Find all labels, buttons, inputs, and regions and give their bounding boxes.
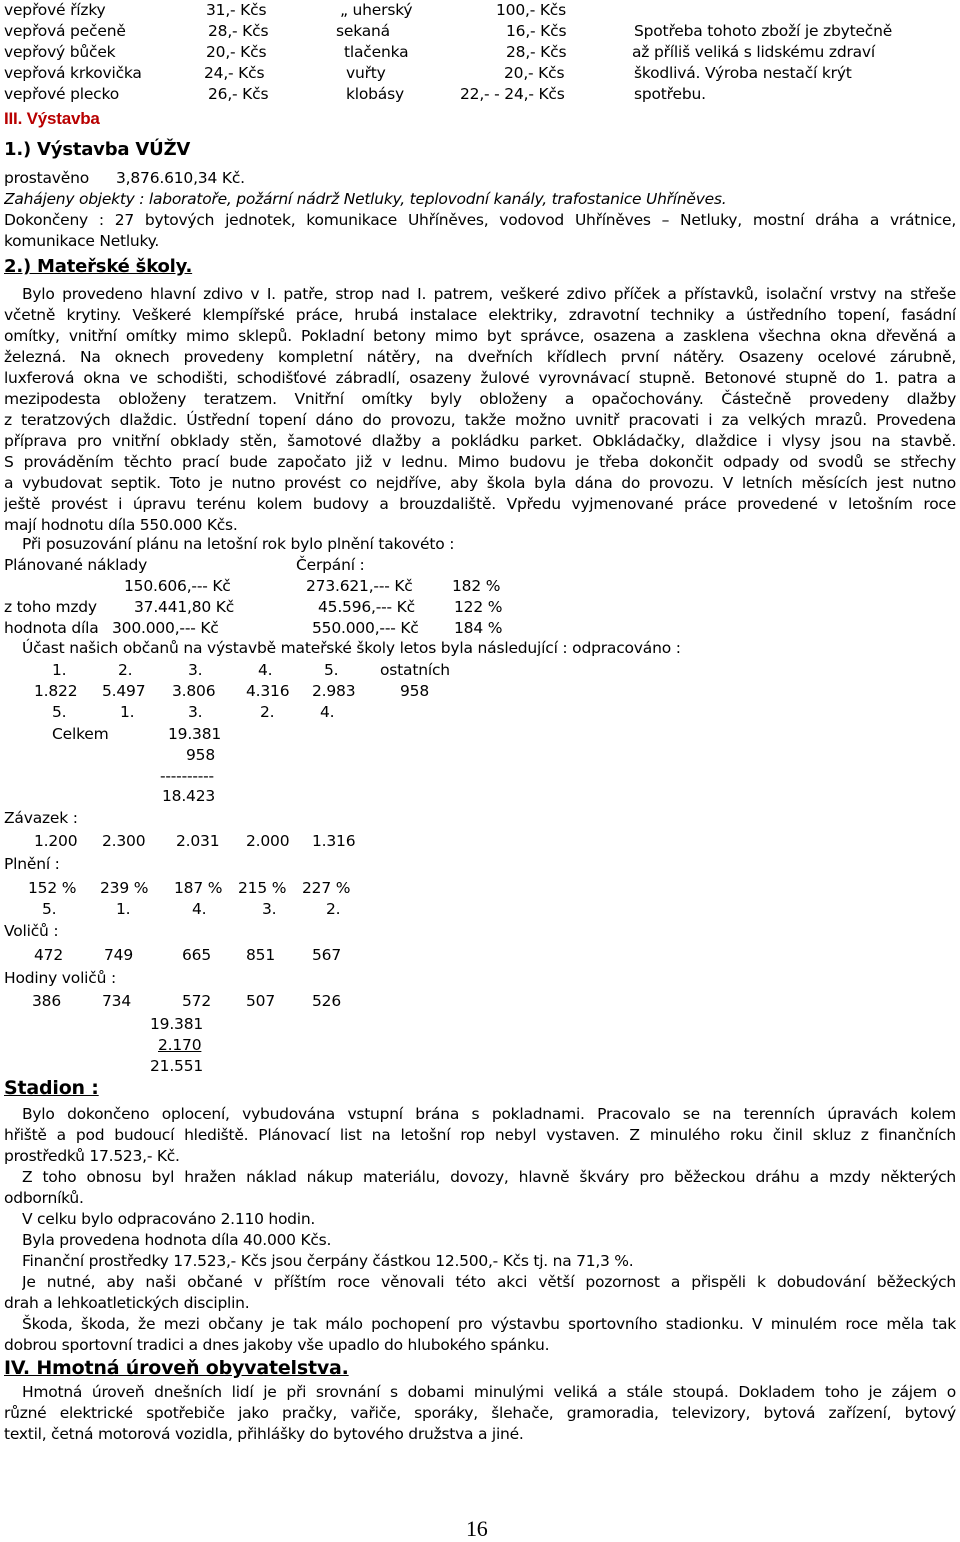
percent-value: 182 % xyxy=(452,577,501,595)
row-label: z toho mzdy xyxy=(4,598,97,616)
drawn-label: Čerpání : xyxy=(296,556,365,574)
rank-value: 5. xyxy=(52,703,67,721)
fulfil-rank: 4. xyxy=(192,900,207,918)
hours-value: 3.806 xyxy=(172,682,216,700)
side-note-line: až příliš veliká s lidskému zdraví xyxy=(632,43,876,61)
text-line: ještě provést i úpravu terénu kolem budovy a brouzdaliště. Vpředu vyjmenované práce provedené v letošním roce xyxy=(4,495,956,513)
sum-value: 19.381 xyxy=(150,1015,204,1033)
item-price: 20,- Kčs xyxy=(504,64,565,82)
text-line: Finanční prostředky 17.523,- Kčs jsou čerpány částkou 12.500,- Kčs tj. na 71,3 %. xyxy=(22,1252,634,1270)
item-name: vepřová pečeně xyxy=(4,22,126,40)
drawn-value: 273.621,--- Kč xyxy=(306,577,413,595)
total-rule: ---------- xyxy=(160,767,214,785)
fulfil-value: 152 % xyxy=(28,879,77,897)
hours-value: 5.497 xyxy=(102,682,146,700)
district-number: 4. xyxy=(258,661,273,679)
hours-value: 2.983 xyxy=(312,682,356,700)
started-objects: Zahájeny objekty : laboratoře, požární nádrž Netluky, teplovodní kanály, trafostanice Uhříněves. xyxy=(4,190,727,208)
total-label: Celkem xyxy=(52,725,109,743)
voter-hours-value: 734 xyxy=(102,992,131,1010)
planned-value: 37.441,80 Kč xyxy=(134,598,235,616)
row-label: hodnota díla xyxy=(4,619,99,637)
commitment-value: 1.316 xyxy=(312,832,356,850)
drawn-value: 550.000,--- Kč xyxy=(312,619,419,637)
percent-value: 184 % xyxy=(454,619,503,637)
price-row xyxy=(0,0,960,20)
district-number: 2. xyxy=(118,661,133,679)
item-price: 100,- Kčs xyxy=(496,1,566,19)
item-name: sekaná xyxy=(336,22,390,40)
text-line: mezipodesta obloženy teratzem. Vnitřní omítky byly obloženy a opačochovány. Částečně provedeny dlažby xyxy=(4,390,956,408)
item-price: 24,- Kčs xyxy=(204,64,265,82)
sum-value: 2.170 xyxy=(158,1036,202,1054)
text-line: Z toho obnosu byl hražen náklad nákup materiálu, dovozy, hlavně škváry pro běžeckou dráhu a mzdy některých xyxy=(22,1168,956,1186)
item-price: 28,- Kčs xyxy=(208,22,269,40)
rank-value: 2. xyxy=(260,703,275,721)
stadium-heading: Stadion : xyxy=(4,1077,99,1099)
hours-value: 1.822 xyxy=(34,682,78,700)
text-line: textil, četná motorová vozidla, přihlášky do bytového družstva a jiné. xyxy=(4,1425,524,1443)
text-line: drah a lehkoatletických disciplin. xyxy=(4,1294,250,1312)
item-name: vepřové plecko xyxy=(4,85,120,103)
fulfil-rank: 5. xyxy=(42,900,57,918)
voter-hours-value: 386 xyxy=(32,992,61,1010)
fulfil-rank: 3. xyxy=(262,900,277,918)
voters-value: 472 xyxy=(34,946,63,964)
district-number: ostatních xyxy=(380,661,450,679)
section-heading: IV. Hmotná úroveň obyvatelstva. xyxy=(4,1357,349,1379)
amount-label: prostavěno xyxy=(4,169,90,187)
text-line: příprava pro vnitřní obklady stěn, šamotové dlažby a pokládku parket. Obkládačky, dlaždice i vlysy jsou na stavbě. xyxy=(4,432,956,450)
text-line: V celku bylo odpracováno 2.110 hodin. xyxy=(22,1210,316,1228)
total-add: 958 xyxy=(186,746,215,764)
item-price: 26,- Kčs xyxy=(208,85,269,103)
participation-intro: Účast našich občanů na výstavbě mateřské školy letos byla následující : odpracováno : xyxy=(22,639,681,657)
rank-value: 4. xyxy=(320,703,335,721)
percent-value: 122 % xyxy=(454,598,503,616)
text-line: S prováděním těchto prací bude započato již v lednu. Mimo budovu je třeba dokončit odpady od svodů se střechy xyxy=(4,453,956,471)
text-line: z teratzových dlaždic. Ústřední topení dáno do provozu, takže možno uvnitř pracovati i za velkých mrazů. Provedena xyxy=(4,411,956,429)
text-line: a vybudovat septik. Toto je nutno provést co nejdříve, aby škola byla dána do provozu. V letních měsících jest nutno xyxy=(4,474,956,492)
commitment-label: Závazek : xyxy=(4,809,78,827)
commitment-value: 1.200 xyxy=(34,832,78,850)
fulfil-rank: 2. xyxy=(326,900,341,918)
voter-hours-value: 507 xyxy=(246,992,275,1010)
item-price: 22,- - 24,- Kčs xyxy=(460,85,565,103)
section-heading: III. Výstavba xyxy=(4,109,100,128)
planned-value: 150.606,--- Kč xyxy=(124,577,231,595)
item-name: „ uherský xyxy=(340,1,413,19)
hours-value: 958 xyxy=(400,682,429,700)
drawn-value: 45.596,--- Kč xyxy=(318,598,415,616)
text-line: železná. Na oknech provedeny kompletní nátěry, na dveřních křídlech první nátěry. Osazeny ocelové zárubně, xyxy=(4,348,956,366)
price-row xyxy=(0,84,960,104)
completed-objects: komunikace Netluky. xyxy=(4,232,160,250)
side-note-line: spotřebu. xyxy=(634,85,706,103)
item-name: vepřové řízky xyxy=(4,1,106,19)
voters-label: Voličů : xyxy=(4,922,59,940)
planned-label: Plánované náklady xyxy=(4,556,148,574)
text-line: různé elektrické spotřebiče jako pračky, vařiče, sporáky, šlehače, gramoradia, televizory, bytová zařízení, bytový xyxy=(4,1404,956,1422)
hours-value: 4.316 xyxy=(246,682,290,700)
subsection-heading: 2.) Mateřské školy. xyxy=(4,256,193,277)
commitment-value: 2.031 xyxy=(176,832,220,850)
rank-value: 3. xyxy=(188,703,203,721)
text-line: omítky, vnitřní omítky mimo sklepů. Pokladní betony mimo byt správce, osazena a zasklena všechna okna dřevěná a xyxy=(4,327,956,345)
voter-hours-value: 526 xyxy=(312,992,341,1010)
item-name: vepřová krkovička xyxy=(4,64,142,82)
commitment-value: 2.000 xyxy=(246,832,290,850)
fulfil-value: 215 % xyxy=(238,879,287,897)
side-note-line: škodlivá. Výroba nestačí krýt xyxy=(634,64,852,82)
text-line: včetně krytiny. Veškeré klempířské práce, hrubá instalace elektriky, zdravotní techniky a ústředního topení, fasádní xyxy=(4,306,956,324)
fulfil-value: 239 % xyxy=(100,879,149,897)
plan-intro: Při posuzování plánu na letošní rok bylo plnění takovéto : xyxy=(22,535,455,553)
text-line: Škoda, škoda, že mezi občany je tak málo pochopení pro výstavbu sportovního stadionku. V minulém roce měla tak xyxy=(22,1315,956,1333)
text-line: Hmotná úroveň dnešních lidí je při srovnání s dobami minulými veliká a stále stoupá. Dokladem toho je zájem o xyxy=(22,1383,956,1401)
item-price: 20,- Kčs xyxy=(206,43,267,61)
voters-value: 665 xyxy=(182,946,211,964)
voters-value: 567 xyxy=(312,946,341,964)
district-number: 5. xyxy=(324,661,339,679)
text-line: Bylo dokončeno oplocení, vybudována vstupní brána s pokladnami. Pracovalo se na terenních úpravách kolem xyxy=(22,1105,956,1123)
page-number: 16 xyxy=(466,1516,488,1541)
item-price: 28,- Kčs xyxy=(506,43,567,61)
item-name: tlačenka xyxy=(344,43,409,61)
text-line: dobrou sportovní tradici a dnes jakoby vše upadlo do hlubokého spánku. xyxy=(4,1336,550,1354)
text-line: luxferová okna ve schodišti, schodišťové zábradlí, osazeny žulové vyrovnávací stupně. Betonové stupně do 1. patra a xyxy=(4,369,956,387)
text-line: Byla provedena hodnota díla 40.000 Kčs. xyxy=(22,1231,332,1249)
district-number: 3. xyxy=(188,661,203,679)
voters-value: 749 xyxy=(104,946,133,964)
text-line: hřiště a pod budoucí hlediště. Plánovací list na letošní rop nebyl vystaven. Z minulého roku činil skluz z finančních xyxy=(4,1126,956,1144)
item-name: klobásy xyxy=(346,85,404,103)
text-line: Bylo provedeno hlavní zdivo v I. patře, strop nad I. patrem, veškeré zdivo příček a přístavků, isolační vrstvy na střeše xyxy=(22,285,956,303)
fulfil-value: 187 % xyxy=(174,879,223,897)
completed-objects: Dokončeny : 27 bytových jednotek, komunikace Uhříněves, vodovod Uhříněves – Netluky, mostní dráha a vrátnice, xyxy=(4,211,956,229)
subsection-heading: 1.) Výstavba VÚŽV xyxy=(4,139,191,160)
text-line: mají hodnotu díla 550.000 Kčs. xyxy=(4,516,238,534)
item-price: 16,- Kčs xyxy=(506,22,567,40)
total-sum: 18.423 xyxy=(162,787,216,805)
fulfil-value: 227 % xyxy=(302,879,351,897)
rank-value: 1. xyxy=(120,703,135,721)
planned-value: 300.000,--- Kč xyxy=(112,619,219,637)
side-note-line: Spotřeba tohoto zboží je zbytečně xyxy=(634,22,893,40)
item-name: vuřty xyxy=(346,64,386,82)
item-name: vepřový bůček xyxy=(4,43,116,61)
item-price: 31,- Kčs xyxy=(206,1,267,19)
fulfil-label: Plnění : xyxy=(4,855,60,873)
text-line: Je nutné, aby naši občané v příštím roce věnovali této akci větší pozornost a přispěli k dobudování běžeckých xyxy=(22,1273,956,1291)
fulfil-rank: 1. xyxy=(116,900,131,918)
district-number: 1. xyxy=(52,661,67,679)
commitment-value: 2.300 xyxy=(102,832,146,850)
text-line: prostředků 17.523,- Kč. xyxy=(4,1147,180,1165)
amount-value: 3,876.610,34 Kč. xyxy=(116,169,245,187)
voters-value: 851 xyxy=(246,946,275,964)
total-value: 19.381 xyxy=(168,725,222,743)
text-line: odborníků. xyxy=(4,1189,84,1207)
voter-hours-label: Hodiny voličů : xyxy=(4,969,116,987)
sum-total: 21.551 xyxy=(150,1057,204,1075)
voter-hours-value: 572 xyxy=(182,992,211,1010)
